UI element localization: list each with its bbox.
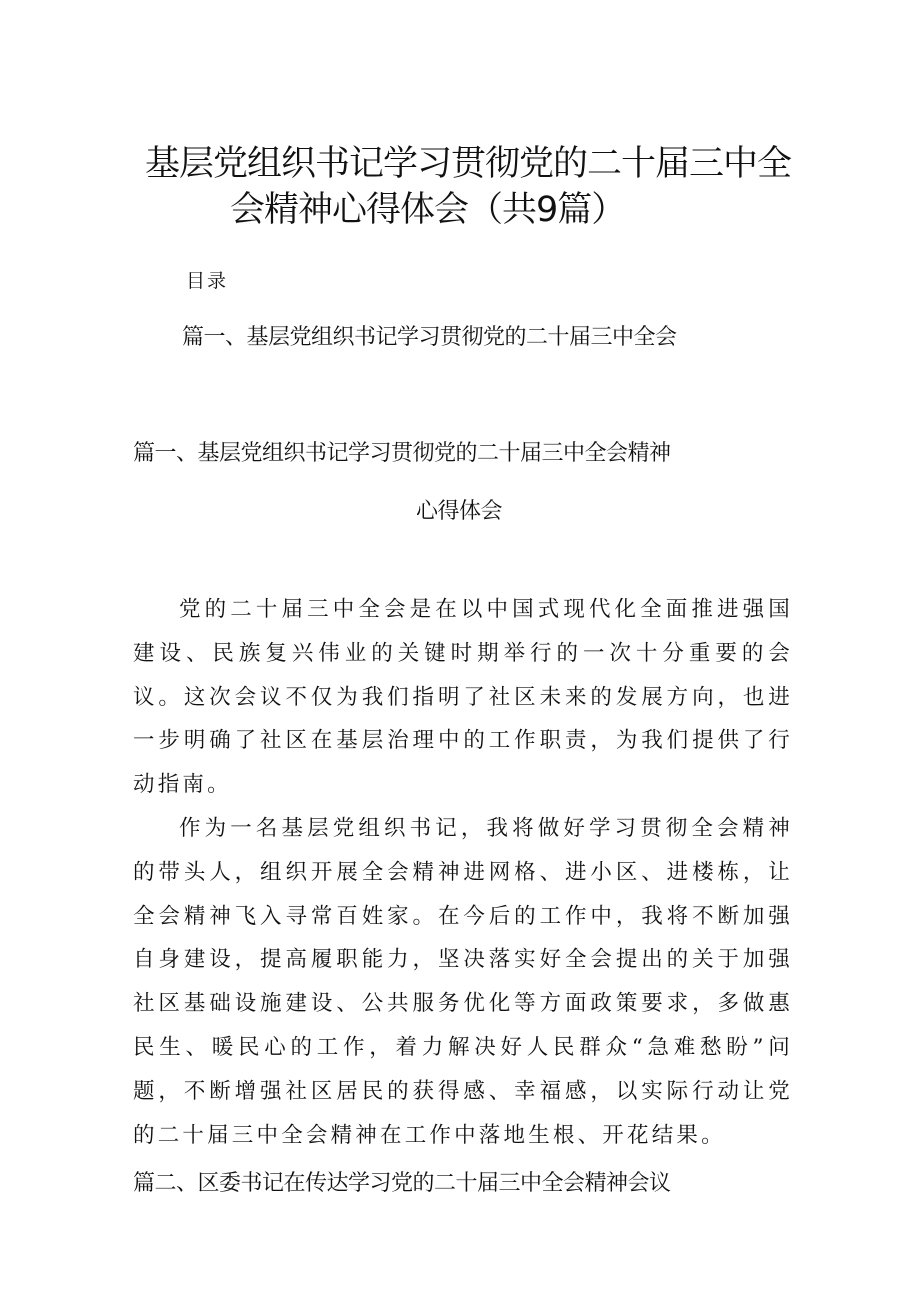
- section-1-heading-line-1: 篇一、基层党组织书记学习贯彻党的二十届三中全会精神: [133, 441, 671, 466]
- toc-label: 目录: [186, 270, 229, 292]
- section-1-body: [133, 588, 793, 1157]
- document-title-line-1: 基层党组织书记学习贯彻党的二十届三中全: [145, 144, 792, 184]
- section-1-heading-line-2: 心得体会: [416, 499, 503, 524]
- toc-item-1[interactable]: 篇一、基层党组织书记学习贯彻党的二十届三中全会: [182, 325, 677, 350]
- section-1-paragraph-1: 党的二十届三中全会是在以中国式现代化全面推进强国建设、民族复兴伟业的关键时期举行的一次十分重要的会议。这次会议不仅为我们指明了社区未来的发展方向，也进一步明确了社区在基层治理中的工作职责，为我们提供了行动指南。: [133, 597, 793, 798]
- section-2-heading-line-1: 篇二、区委书记在传达学习党的二十届三中全会精神会议: [133, 1171, 671, 1196]
- section-1-paragraph-2: 作为一名基层党组织书记，我将做好学习贯彻全会精神的带头人，组织开展全会精神进网格、进小区、进楼栋，让全会精神飞入寻常百姓家。在今后的工作中，我将不断加强自身建设，提高履职能力，坚决落实好全会提出的关于加强社区基础设施建设、公共服务优化等方面政策要求，多做惠民生、暖民心的工作，着力解决好人民群众“急难愁盼”问题，不断增强社区居民的获得感、幸福感，以实际行动让党的二十届三中全会精神在工作中落地生根、开花结果。: [133, 815, 793, 1148]
- document-title-line-2: 会精神心得体会（共9篇）: [230, 190, 626, 230]
